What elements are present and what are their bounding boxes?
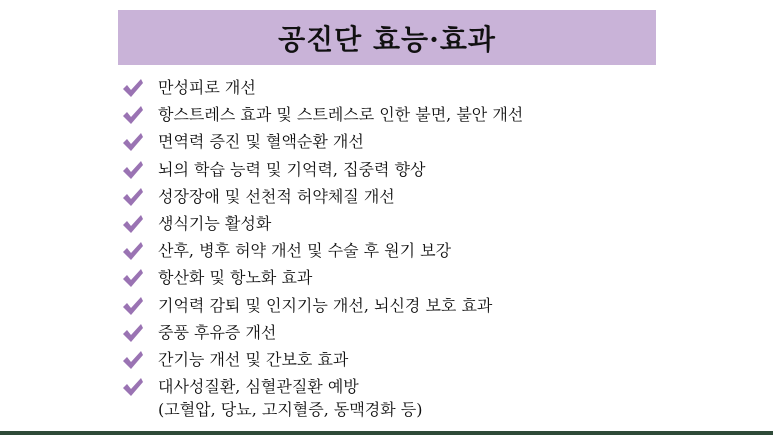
check-icon [122,78,144,98]
check-icon [122,350,144,370]
list-item [122,294,523,321]
check-icon [122,323,144,343]
list-item [122,321,523,348]
list-item-text-group [158,375,422,421]
list-item-sublabel: (고혈압, 당뇨, 고지혈증, 동맥경화 등) [158,400,423,420]
page-title: 공진단 효능·효과 [278,22,496,56]
list-item-label: 산후, 병후 허약 개선 및 수술 후 원기 보강 [158,241,452,261]
list-item [122,212,523,239]
check-icon [122,214,144,234]
list-item [122,76,523,103]
check-icon [122,377,144,397]
check-icon [122,241,144,261]
title-banner [118,10,656,65]
check-icon [122,296,144,316]
list-item-label: 기억력 감퇴 및 인지기능 개선, 뇌신경 보호 효과 [158,295,493,315]
check-icon [122,160,144,180]
list-item-label: 생식기능 활성화 [158,213,272,233]
list-item [122,239,523,266]
check-icon [122,268,144,288]
list-item [122,266,523,293]
list-item-label: 면역력 증진 및 혈액순환 개선 [158,132,364,152]
list-item-label: 대사성질환, 심혈관질환 예방 [158,377,359,397]
list-item [122,103,523,130]
check-icon [122,132,144,152]
list-item [122,348,523,375]
list-item-label: 중풍 후유증 개선 [158,322,277,342]
footer-divider [0,431,773,435]
list-item-label: 간기능 개선 및 간보호 효과 [158,349,349,369]
list-item-label: 뇌의 학습 능력 및 기억력, 집중력 향상 [158,159,426,179]
check-icon [122,105,144,125]
list-item-label: 성장장애 및 선천적 허약체질 개선 [158,186,395,206]
list-item [122,185,523,212]
list-item-label: 만성피로 개선 [158,78,256,97]
list-item-label: 항스트레스 효과 및 스트레스로 인한 불면, 불안 개선 [158,105,524,125]
list-item [122,130,523,157]
list-item [122,375,523,421]
list-item-label: 항산화 및 항노화 효과 [158,268,313,288]
check-icon [122,187,144,207]
benefit-list [122,76,523,421]
list-item [122,158,523,185]
